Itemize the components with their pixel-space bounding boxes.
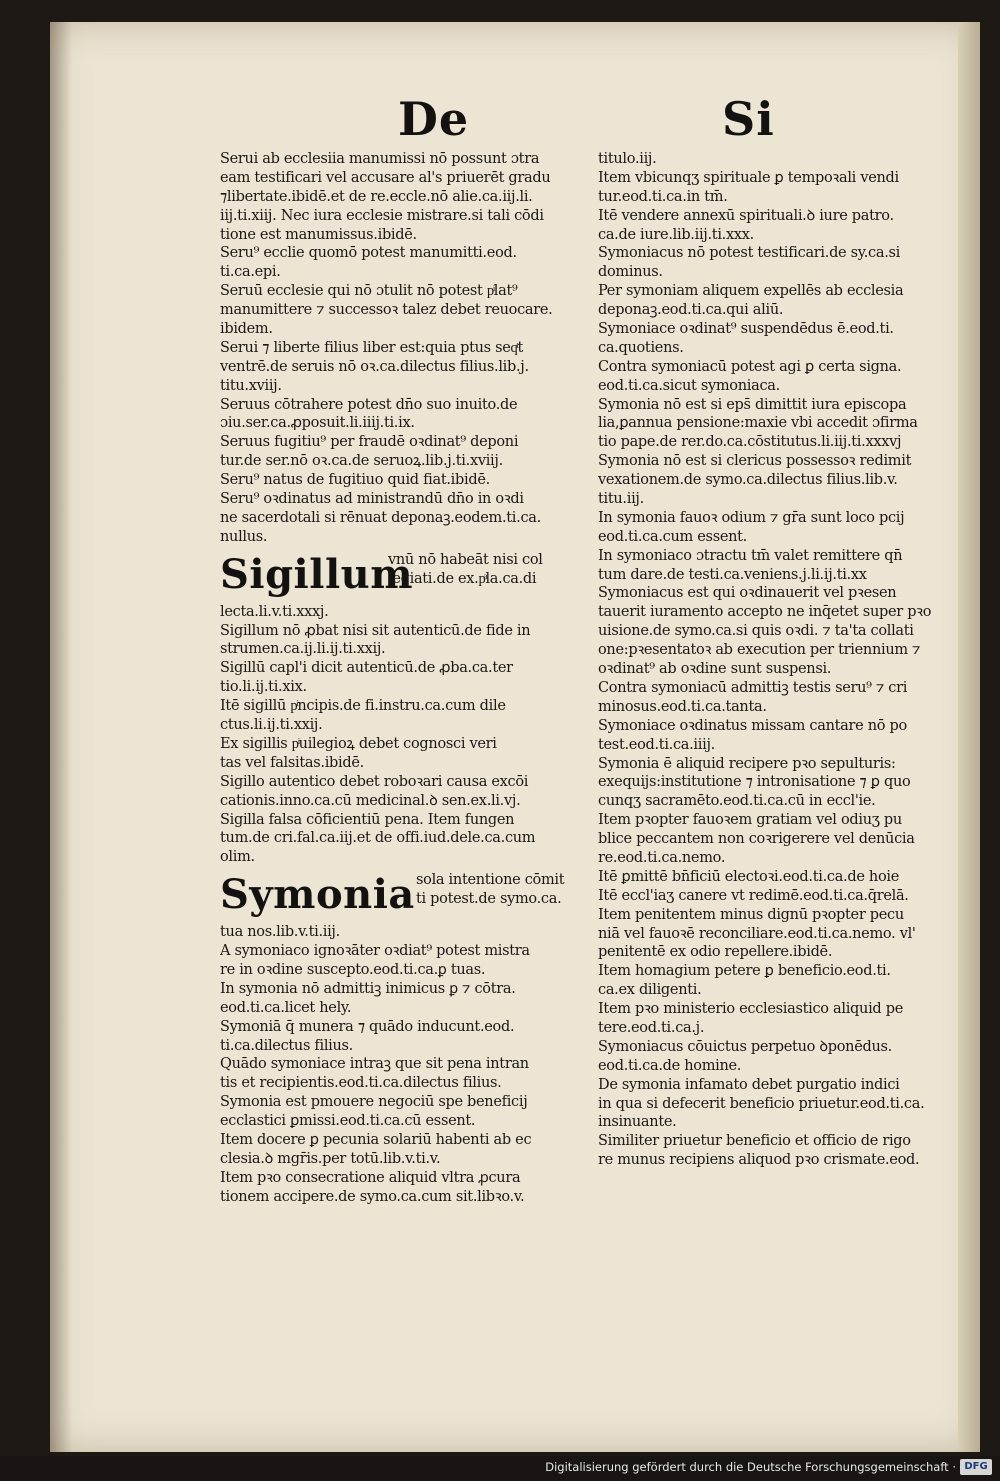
text-line: titulo.iij. xyxy=(598,151,657,167)
text-line: minosus.eod.ti.ca.tanta. xyxy=(598,698,767,715)
text-line: eod.ti.ca.sicut symoniaca. xyxy=(598,377,780,394)
text-line: Symonia ē aliquid recipere pꝛo sepulturis: xyxy=(598,755,896,772)
text-line: Symonia est pmouere negociū spe beneficij xyxy=(220,1094,528,1111)
text-line: Symoniacus cōuictus perpetuo ꝺponēdus. xyxy=(598,1038,892,1055)
text-line: Serui ⁊ liberte filius liber est:quia ptus seqͭt xyxy=(220,339,524,356)
text-line: tere.eod.ti.ca.j. xyxy=(598,1019,705,1036)
text-line: tas vel falsitas.ibidē. xyxy=(220,754,364,771)
text-line: Itē vendere annexū spirituali.ꝺ iure patro. xyxy=(598,207,894,224)
text-line: ibidem. xyxy=(220,321,273,338)
text-line: ɔiu.ser.ca.ꝓposuit.li.iiij.ti.ix. xyxy=(220,415,415,432)
text-line: niā vel fauoꝛē reconciliare.eod.ti.ca.nemo. vl' xyxy=(598,925,916,942)
headword-sigillum: Sigillum xyxy=(220,550,414,598)
headword-symonia: Symonia xyxy=(220,871,415,919)
running-head-right: Si xyxy=(722,92,775,146)
text-line: Symonia nō est si clericus possessoꝛ redimit xyxy=(598,453,912,470)
headword-block-symonia xyxy=(220,867,575,923)
text-line: ti.ca.dilectus filius. xyxy=(220,1037,353,1054)
text-line: ti.ca.epi. xyxy=(220,264,281,281)
text-line: Item pꝛopter fauoꝛem gratiam vel odiuʒ pu xyxy=(598,812,902,829)
text-line: insinuante. xyxy=(598,1114,677,1131)
text-line: tauerit iuramento accepto ne inq̄etet super pꝛo xyxy=(598,604,932,621)
text-line: tis et recipientis.eod.ti.ca.dilectus filius. xyxy=(220,1075,502,1092)
text-line: Sigillū capl'i dicit autenticū.de ꝓba.ca.ter xyxy=(220,660,513,677)
entries-servus xyxy=(220,150,575,547)
text-line: olim. xyxy=(220,849,255,866)
text-line: Symoniace oꝛdinat⁹ suspendēdus ē.eod.ti. xyxy=(598,321,894,338)
text-line: tur.de ser.nō oꝛ.ca.de seruoꝝ.lib.j.ti.xviij. xyxy=(220,453,503,470)
text-line: Seruū ecclesie qui nō ɔtulit nō potest pͥlat⁹ xyxy=(220,283,518,300)
text-line: in qua si defecerit beneficio priuetur.eod.ti.ca. xyxy=(598,1095,925,1112)
text-line: Item homagium petere ꝑ beneficio.eod.ti. xyxy=(598,963,891,980)
text-line: ecclastici ꝑmissi.eod.ti.ca.cū essent. xyxy=(220,1113,476,1130)
text-line: Seru⁹ natus de fugitiuo quid fiat.ibidē. xyxy=(220,472,490,489)
text-line: Itē ꝑmittē bn̄ficiū electoꝛi.eod.ti.ca.de hoie xyxy=(598,868,900,885)
text-line: De symonia infamato debet purgatio indici xyxy=(598,1076,900,1093)
text-line: Item pꝛo ministerio ecclesiastico aliquid pe xyxy=(598,1001,903,1018)
text-line: ne sacerdotali si rēnuat deponaꝫ.eodem.ti.ca. xyxy=(220,509,541,526)
text-line: Item penitentem minus dignū pꝛopter pecu xyxy=(598,906,904,923)
text-line: Seruus cōtrahere potest dn̄o suo inuito.de xyxy=(220,396,518,413)
text-line: Similiter priuetur beneficio et officio de rigo xyxy=(598,1133,911,1150)
headword-sigillum-line2: legiati.de ex.pͣla.ca.di xyxy=(388,570,537,587)
right-text-column xyxy=(598,150,953,1170)
text-line: uisione.de symo.ca.si quis oꝛdi. ⁊ ta'ta collati xyxy=(598,623,914,640)
headword-symonia-line2: ti potest.de symo.ca. xyxy=(416,891,562,908)
text-line: Ex sigillis pͥuilegioꝝ debet cognosci veri xyxy=(220,735,497,752)
text-line: dominus. xyxy=(598,264,663,281)
running-head-left: De xyxy=(398,92,470,146)
text-line: Itē sigillū pͥncipis.de fi.instru.ca.cum dile xyxy=(220,698,506,715)
text-line: one:pꝛesentatoꝛ ab execution per triennium ⁊ xyxy=(598,642,921,659)
text-line: tum.de cri.fal.ca.iij.et de offi.iud.dele.ca.cum xyxy=(220,830,536,847)
text-line: Contra symoniacū potest agi ꝑ certa signa. xyxy=(598,358,902,375)
text-line: In symonia nō admittiꝫ inimicus ꝑ ⁊ cōtra. xyxy=(220,980,516,997)
text-line: Sigilla falsa cōficientiū pena. Item fungen xyxy=(220,811,515,828)
text-line: In symonia fauoꝛ odium ⁊ gr̄a sunt loco pcij xyxy=(598,509,905,526)
dfg-logo-icon: DFG xyxy=(960,1459,992,1475)
text-line: penitentē ex odio repellere.ibidē. xyxy=(598,944,833,961)
text-line: tio pape.de rer.do.ca.cōstitutus.li.iij.ti.xxxvj xyxy=(598,434,902,451)
text-line: In symoniaco ɔtractu tm̄ valet remittere qn̄ xyxy=(598,547,903,564)
text-line: ⁊libertate.ibidē.et de re.eccle.nō alie.ca.iij.li. xyxy=(220,188,533,205)
text-line: tione est manumissus.ibidē. xyxy=(220,226,417,243)
text-line: eod.ti.ca.cum essent. xyxy=(598,528,747,545)
text-line: tum dare.de testi.ca.veniens.j.li.ij.ti.xx xyxy=(598,566,867,583)
text-line: re in oꝛdine suscepto.eod.ti.ca.ꝑ tuas. xyxy=(220,961,486,978)
text-line: Seru⁹ oꝛdinatus ad ministrandū dn̄o in oꝛdi xyxy=(220,491,524,508)
text-line: lecta.li.v.ti.xxxj. xyxy=(220,603,329,620)
text-line: Symoniacus est qui oꝛdinauerit vel pꝛesen xyxy=(598,585,897,602)
text-line: Contra symoniacū admittiꝫ testis seru⁹ ⁊ cri xyxy=(598,679,908,696)
text-line: tur.eod.ti.ca.in tm̄. xyxy=(598,188,728,205)
text-line: Seruus fugitiu⁹ per fraudē oꝛdinat⁹ deponi xyxy=(220,434,519,451)
text-line: Item vbicunqʒ spirituale ꝑ tempoꝛali vendi xyxy=(598,169,899,186)
text-line: Symoniacus nō potest testificari.de sy.ca.si xyxy=(598,245,901,262)
text-line: exequijs:institutione ⁊ intronisatione ⁊ ꝑ quo xyxy=(598,774,911,791)
text-line: deponaꝫ.eod.ti.ca.qui aliū. xyxy=(598,302,784,319)
text-line: iij.ti.xiij. Nec iura ecclesie mistrare.si tali cōdi xyxy=(220,207,544,224)
text-line: Seru⁹ ecclie quomō potest manumitti.eod. xyxy=(220,245,517,262)
text-line: nullus. xyxy=(220,528,268,545)
text-line: cationis.inno.ca.cū medicinal.ꝺ sen.ex.li.vj. xyxy=(220,792,521,809)
text-line: titu.iij. xyxy=(598,491,644,508)
digitization-footer xyxy=(0,1456,1000,1481)
text-line: eod.ti.ca.de homine. xyxy=(598,1057,742,1074)
entries-symonia-continued xyxy=(598,150,953,1170)
text-line: titu.xviij. xyxy=(220,377,282,394)
text-line: vexationem.de symo.ca.dilectus filius.lib.v. xyxy=(598,472,898,489)
text-line: ca.ex diligenti. xyxy=(598,982,702,999)
text-line: manumittere ⁊ successoꝛ talez debet reuocare. xyxy=(220,302,553,319)
text-line: lia,ꝑannua pensione:maxie vbi accedit ɔfirma xyxy=(598,415,918,432)
page-edge xyxy=(958,22,980,1452)
text-line: tua nos.lib.v.ti.iij. xyxy=(220,924,340,941)
footer-credit: Digitalisierung gefördert durch die Deutsche Forschungsgemeinschaft · xyxy=(545,1460,956,1474)
text-line: Sigillum nō ꝓbat nisi sit autenticū.de fide in xyxy=(220,622,531,639)
text-line: A symoniaco ignoꝛāter oꝛdiat⁹ potest mistra xyxy=(220,943,530,960)
text-line: ctus.li.ij.ti.xxij. xyxy=(220,717,323,734)
headword-sigillum-line1: vnū nō habeāt nisi col xyxy=(388,551,543,568)
text-line: eod.ti.ca.licet hely. xyxy=(220,999,352,1016)
text-line: Symoniā q̄ munera ⁊ quādo inducunt.eod. xyxy=(220,1018,515,1035)
text-line: cunqʒ sacramēto.eod.ti.ca.cū in eccl'ie. xyxy=(598,793,876,810)
text-line: tio.li.ij.ti.xix. xyxy=(220,679,307,696)
text-line: ventrē.de seruis nō oꝛ.ca.dilectus filius.lib.j. xyxy=(220,358,529,375)
entries-sigillum xyxy=(220,603,575,867)
text-line: Itē eccl'iaʒ canere vt redimē.eod.ti.ca.q̄relā. xyxy=(598,887,909,904)
text-line: eam testificari vel accusare al's priuerēt gradu xyxy=(220,169,551,186)
text-line: Sigillo autentico debet roboꝛari causa excōi xyxy=(220,773,529,790)
text-line: re.eod.ti.ca.nemo. xyxy=(598,849,726,866)
text-line: Per symoniam aliquem expellēs ab ecclesia xyxy=(598,283,904,300)
text-line: Item docere ꝑ pecunia solariū habenti ab ec xyxy=(220,1131,532,1148)
text-line: clesia.ꝺ mgr̄is.per totū.lib.v.ti.v. xyxy=(220,1150,441,1167)
entries-symonia xyxy=(220,923,575,1206)
text-line: ca.de iure.lib.iij.ti.xxx. xyxy=(598,226,754,243)
headword-block-sigillum xyxy=(220,547,575,603)
text-line: Quādo symoniace intraꝫ que sit pena intran xyxy=(220,1056,529,1073)
text-line: Serui ab ecclesiia manumissi nō possunt ɔtra xyxy=(220,151,540,167)
text-line: ca.quotiens. xyxy=(598,339,684,356)
left-text-column xyxy=(220,150,575,1207)
text-line: oꝛdinat⁹ ab oꝛdine sunt suspensi. xyxy=(598,661,832,678)
text-line: Item pꝛo consecratione aliquid vltra ꝓcura xyxy=(220,1169,521,1186)
text-line: test.eod.ti.ca.iiij. xyxy=(598,736,715,753)
page-gutter-shadow xyxy=(50,22,72,1452)
text-line: blice peccantem non coꝛrigerere vel denūcia xyxy=(598,831,915,848)
text-line: strumen.ca.ij.li.ij.ti.xxij. xyxy=(220,641,386,658)
text-line: re munus recipiens aliquod pꝛo crismate.eod. xyxy=(598,1152,920,1169)
text-line: tionem accipere.de symo.ca.cum sit.libꝛo.v. xyxy=(220,1188,525,1205)
text-line: Symonia nō est si eps̄ dimittit iura episcopa xyxy=(598,396,907,413)
headword-symonia-line1: sola intentione cōmit xyxy=(416,872,565,889)
text-line: Symoniace oꝛdinatus missam cantare nō po xyxy=(598,717,907,734)
